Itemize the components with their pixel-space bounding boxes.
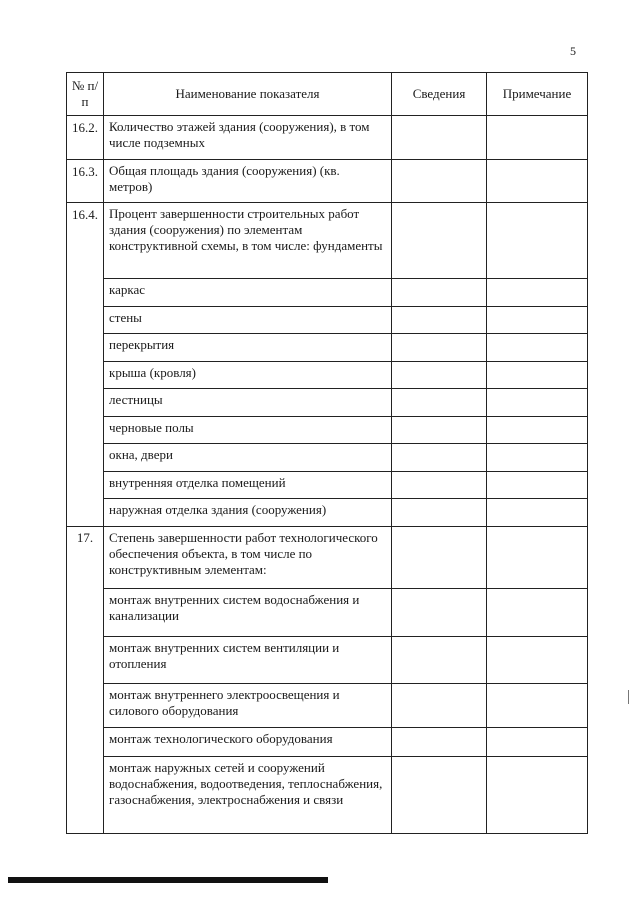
table-row bbox=[67, 116, 588, 160]
table-row bbox=[67, 472, 588, 499]
row-indicator-name: стены bbox=[104, 307, 392, 334]
table-row bbox=[67, 334, 588, 362]
row-note-cell bbox=[487, 417, 588, 444]
row-indicator-name: монтаж наружных сетей и сооружений водоснабжения, водоотведения, теплоснабжения, газоснабжения, электроснабжения и связи bbox=[104, 757, 392, 834]
table-header-row bbox=[67, 73, 588, 116]
row-note-cell bbox=[487, 589, 588, 637]
table-row bbox=[67, 757, 588, 834]
row-details-cell bbox=[392, 334, 487, 362]
row-note-cell bbox=[487, 116, 588, 160]
table-row bbox=[67, 362, 588, 389]
row-details-cell bbox=[392, 203, 487, 279]
table-row bbox=[67, 444, 588, 472]
row-indicator-name: монтаж технологического оборудования bbox=[104, 728, 392, 757]
row-details-cell bbox=[392, 757, 487, 834]
table-row bbox=[67, 728, 588, 757]
row-note-cell bbox=[487, 307, 588, 334]
row-number: 16.3. bbox=[67, 160, 104, 203]
table-row bbox=[67, 417, 588, 444]
table-row bbox=[67, 499, 588, 527]
row-number: 16.4. bbox=[67, 203, 104, 527]
row-details-cell bbox=[392, 444, 487, 472]
row-note-cell bbox=[487, 362, 588, 389]
row-note-cell bbox=[487, 444, 588, 472]
row-note-cell bbox=[487, 728, 588, 757]
row-indicator-name: монтаж внутренних систем водоснабжения и канализации bbox=[104, 589, 392, 637]
row-details-cell bbox=[392, 472, 487, 499]
table-row bbox=[67, 279, 588, 307]
row-note-cell bbox=[487, 757, 588, 834]
row-indicator-name: наружная отделка здания (сооружения) bbox=[104, 499, 392, 527]
table-row bbox=[67, 160, 588, 203]
table-row bbox=[67, 389, 588, 417]
page-number: 5 bbox=[570, 44, 576, 58]
row-indicator-name: лестницы bbox=[104, 389, 392, 417]
row-indicator-name: Степень завершенности работ технологического обеспечения объекта, в том числе по конструктивным элементам: bbox=[104, 527, 392, 589]
scan-edge-mark bbox=[628, 690, 629, 704]
row-details-cell bbox=[392, 417, 487, 444]
row-details-cell bbox=[392, 279, 487, 307]
row-details-cell bbox=[392, 684, 487, 728]
row-note-cell bbox=[487, 203, 588, 279]
table-row bbox=[67, 203, 588, 279]
row-note-cell bbox=[487, 279, 588, 307]
row-details-cell bbox=[392, 160, 487, 203]
row-note-cell bbox=[487, 472, 588, 499]
row-details-cell bbox=[392, 499, 487, 527]
row-indicator-name: внутренняя отделка помещений bbox=[104, 472, 392, 499]
row-details-cell bbox=[392, 527, 487, 589]
row-note-cell bbox=[487, 637, 588, 684]
indicators-table bbox=[66, 72, 588, 834]
row-indicator-name: Процент завершенности строительных работ здания (сооружения) по элементам конструктивной схемы, в том числе: фундаменты bbox=[104, 203, 392, 279]
row-note-cell bbox=[487, 684, 588, 728]
header-details: Сведения bbox=[392, 73, 487, 116]
row-details-cell bbox=[392, 637, 487, 684]
header-number: № п/п bbox=[67, 73, 104, 116]
row-details-cell bbox=[392, 307, 487, 334]
row-indicator-name: каркас bbox=[104, 279, 392, 307]
table-row bbox=[67, 589, 588, 637]
scan-bottom-bar bbox=[8, 877, 328, 883]
row-indicator-name: Количество этажей здания (сооружения), в том числе подземных bbox=[104, 116, 392, 160]
row-details-cell bbox=[392, 728, 487, 757]
table-row bbox=[67, 637, 588, 684]
row-indicator-name: монтаж внутренних систем вентиляции и отопления bbox=[104, 637, 392, 684]
row-note-cell bbox=[487, 160, 588, 203]
header-indicator-name: Наименование показателя bbox=[104, 73, 392, 116]
row-number: 16.2. bbox=[67, 116, 104, 160]
row-note-cell bbox=[487, 334, 588, 362]
row-indicator-name: монтаж внутреннего электроосвещения и силового оборудования bbox=[104, 684, 392, 728]
row-note-cell bbox=[487, 527, 588, 589]
row-number: 17. bbox=[67, 527, 104, 834]
row-note-cell bbox=[487, 389, 588, 417]
row-details-cell bbox=[392, 589, 487, 637]
row-indicator-name: Общая площадь здания (сооружения) (кв. метров) bbox=[104, 160, 392, 203]
table-row bbox=[67, 307, 588, 334]
row-indicator-name: черновые полы bbox=[104, 417, 392, 444]
row-details-cell bbox=[392, 389, 487, 417]
row-details-cell bbox=[392, 362, 487, 389]
row-note-cell bbox=[487, 499, 588, 527]
table-row bbox=[67, 527, 588, 589]
row-indicator-name: перекрытия bbox=[104, 334, 392, 362]
row-details-cell bbox=[392, 116, 487, 160]
table-row bbox=[67, 684, 588, 728]
header-note: Примечание bbox=[487, 73, 588, 116]
row-indicator-name: окна, двери bbox=[104, 444, 392, 472]
row-indicator-name: крыша (кровля) bbox=[104, 362, 392, 389]
